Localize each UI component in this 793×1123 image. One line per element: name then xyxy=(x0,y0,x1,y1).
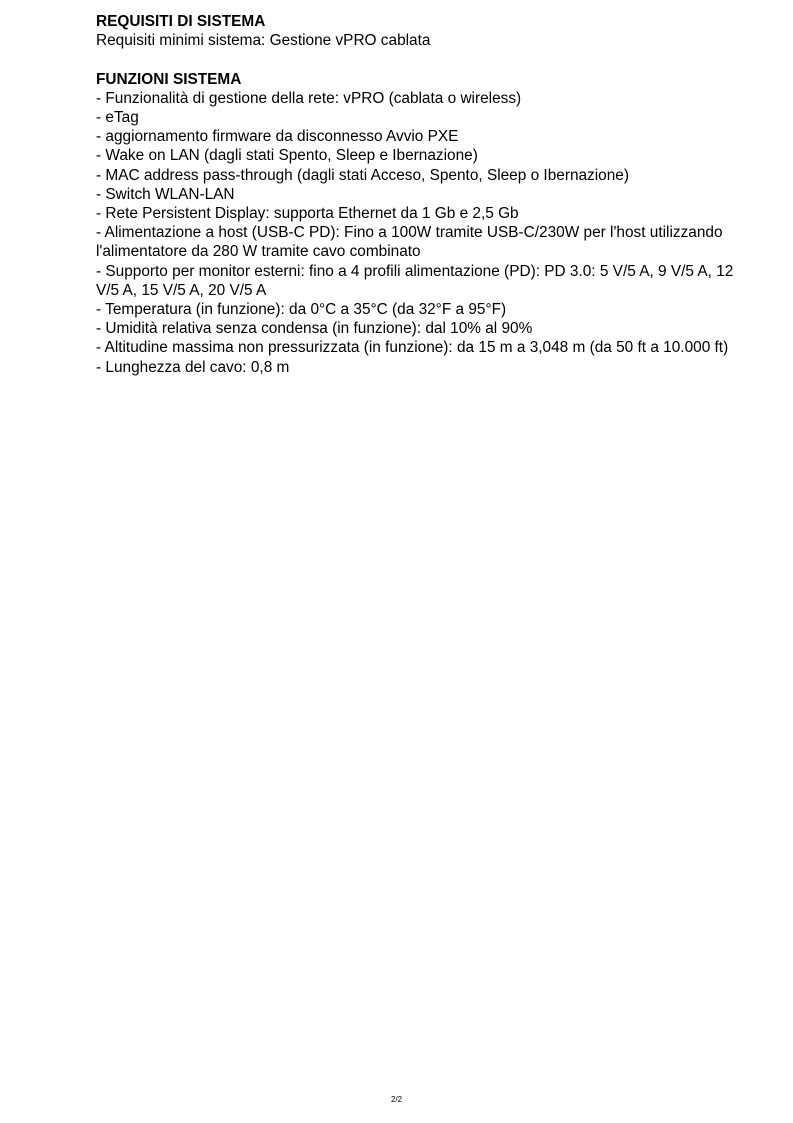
functions-heading: FUNZIONI SISTEMA xyxy=(96,70,242,88)
list-item: - eTag xyxy=(96,109,139,126)
list-item: - Lunghezza del cavo: 0,8 m xyxy=(96,358,290,376)
list-item: - Altitudine massima non pressurizzata (in funzione): da 15 m a 3,048 m (da 50 ft a 10.000 ft) xyxy=(96,339,729,357)
list-item: - Supporto per monitor esterni: fino a 4 profili alimentazione (PD): PD 3.0: 5 V/5 A, 9 V/5 A, 12 V/5 A, 15 V/5 A, 20 V/5 A xyxy=(96,262,734,299)
list-item: - Alimentazione a host (USB-C PD): Fino a 100W tramite USB-C/230W per l'host utilizzando l'alimentatore da 280 W tramite cavo combinato xyxy=(96,224,723,261)
list-item: - Funzionalità di gestione della rete: vPRO (cablata o wireless) xyxy=(96,89,522,107)
section-spacer xyxy=(96,50,756,69)
list-item: - Rete Persistent Display: supporta Ethernet da 1 Gb e 2,5 Gb xyxy=(96,205,519,223)
list-item: - Switch WLAN-LAN xyxy=(96,185,235,203)
requirements-heading: REQUISITI DI SISTEMA xyxy=(96,13,266,30)
list-item: - Wake on LAN (dagli stati Spento, Sleep e Ibernazione) xyxy=(96,147,478,165)
requirements-text: Requisiti minimi sistema: Gestione vPRO cablata xyxy=(96,32,431,50)
list-item: - Umidità relativa senza condensa (in funzione): dal 10% al 90% xyxy=(96,320,533,338)
list-item: - MAC address pass-through (dagli stati Acceso, Spento, Sleep o Ibernazione) xyxy=(96,166,629,184)
list-item: - aggiornamento firmware da disconnesso Avvio PXE xyxy=(96,128,459,146)
list-item: - Temperatura (in funzione): da 0°C a 35°C (da 32°F a 95°F) xyxy=(96,301,507,319)
document-body xyxy=(96,12,756,377)
page-number: 2/2 xyxy=(390,1095,403,1104)
functions-list xyxy=(96,89,756,377)
